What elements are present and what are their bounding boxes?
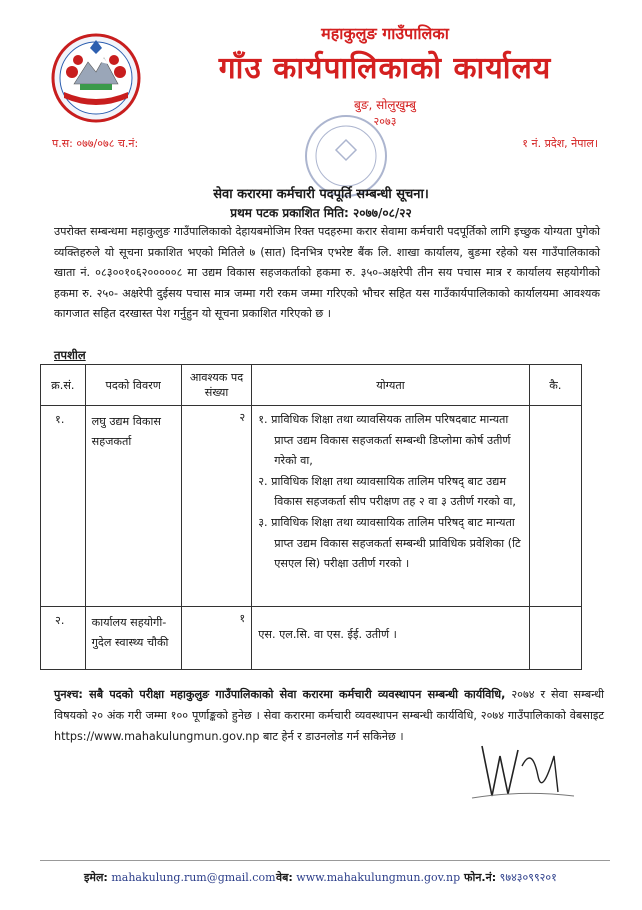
footer-phone [464, 870, 557, 885]
established-year: २०७३ [373, 115, 397, 128]
qualification-item: २. प्राविधिक शिक्षा तथा व्यावसायिक तालिम परिषद् बाट उद्यम विकास सहजकर्ता सीप परीक्षण तह २ वा ३ उतीर्ण गरको वा, [258, 474, 516, 509]
nepal-emblem-icon [50, 32, 142, 124]
email-value[interactable]: mahakulung.rum@gmail.com [111, 871, 276, 884]
table-row [41, 607, 582, 670]
office-address: बुङ, सोलुखुम्बु [353, 98, 417, 112]
qualification-item: एस. एल.सि. वा एस. ईई. उतीर्ण । [258, 628, 397, 641]
header-serial: क्र.सं. [41, 365, 86, 406]
row-qualifications [252, 406, 528, 575]
footer-divider [40, 860, 610, 861]
web-value[interactable]: www.mahakulungmun.gov.np [296, 871, 461, 884]
header-count: आवश्यक पद संख्या [181, 365, 251, 406]
row-post: कार्यालय सहयोगी- गुदेल स्वास्थ्य चौकी [91, 616, 169, 649]
office-name: गाँउ कार्यपालिकाको कार्यालय [218, 51, 552, 86]
notice-title: सेवा करारमा कर्मचारी पदपूर्ति सम्बन्धी सूचना। [213, 187, 429, 202]
row-remarks [529, 607, 581, 670]
municipality-name: महाकुलुङ गाउँपालिका [321, 24, 449, 43]
footer-email [84, 870, 276, 885]
row-serial: २. [55, 614, 65, 627]
details-label: तपशील [54, 348, 86, 362]
qualification-item: ३. प्राविधिक शिक्षा तथा व्यावसायिक तालिम परिषद् बाट मान्यता प्राप्त उद्यम विकास सहजकर्ता सम्बन्धी प्राविधिक प्रवेशिका (टि एसएल सि) परीक्षा उतीर्ण गरको । [258, 515, 521, 571]
row-post: लघु उद्यम विकास सहजकर्ता [91, 415, 161, 448]
table-row [41, 406, 582, 607]
reference-number: प.स: ०७७/०७८ च.नं: [52, 137, 139, 150]
table-header-row [41, 365, 582, 406]
header-qualification: योग्यता [252, 365, 529, 406]
qualification-item: १. प्राविधिक शिक्षा तथा व्यावसियक तालिम परिषदबाट मान्यता प्राप्त उद्यम विकास सहजकर्ता सम्बन्धी डिप्लोमा कोर्ष उतीर्ण गरेको वा, [258, 413, 511, 468]
notice-body: उपरोक्त सम्बन्धमा महाकुलुङ गाउँपालिकाको देहायबमोजिम रिक्त पदहरुमा करार सेवामा कर्मचारी पदपूर्तिको लागि इच्छुक योग्यता पुगेको व्यक्तिहरुले यो सूचना प्रकाशित भएको मितिले ७ (सात) दिनभित्र एभरेष्ट बैंक लि. शाखा कार्यालय, बुङमा रहेको यस गाउँपालिकाको खाता नं. ०८३००१०६२०००००८ मा उद्यम विकास सहजकर्ताको हकमा रु. ३५०-अक्षरेपी तीन सय पचास मात्र र कार्यालय सहयोगीको हकमा रु. २५०- अक्षरेपी दुईसय पचास मात्र जम्मा गरी रकम जम्मा गरिएको भौचर सहित यस गाउँकार्यपालिकाको कार्यालयमा आवश्यक कागजात सहित दरखास्त पेश गर्नुहुन यो सूचना प्रकाशित गरिएको छ । [54, 225, 600, 320]
row-remarks [529, 406, 581, 607]
phone-label: फोन.नं: [464, 871, 497, 884]
footnote-lead: पुनश्च: सबै पदको परीक्षा महाकुलुङ गाउँपालिकाको सेवा करारमा कर्मचारी व्यवस्थापन सम्बन्धी कार्यविधि, [54, 688, 506, 701]
header-remarks: कै. [529, 365, 581, 406]
row-count: २ [239, 411, 246, 424]
email-label: इमेल: [84, 871, 108, 884]
row-count: १ [239, 612, 246, 625]
publication-date: प्रथम पटक प्रकाशित मिति: २०७७/०८/२२ [230, 206, 412, 220]
footer-website [276, 870, 460, 885]
phone-value: ९७४३०९९२०१ [499, 871, 557, 884]
province-label: १ नं. प्रदेश, नेपाल। [522, 137, 598, 150]
vacancy-table [40, 364, 582, 670]
signature-icon [462, 736, 582, 808]
header-post: पदको विवरण [85, 365, 181, 406]
row-serial: १. [55, 413, 65, 426]
footnote-text: २०७४ र सेवा सम्बन्धी विषयको २० अंक गरी जम्मा १०० पूर्णाङ्कको हुनेछ । सेवा करारमा कर्मचारी व्यवस्थापन सम्बन्धी कार्यविधि, २०७४ गाउँपालिकाको वेबसाइट https://www.mahakulungmun.gov.np बाट हेर्न र डाउनलोड गर्न सकिनेछ । [54, 688, 604, 743]
web-label: वेब: [276, 871, 293, 884]
row-qualifications [252, 607, 528, 646]
